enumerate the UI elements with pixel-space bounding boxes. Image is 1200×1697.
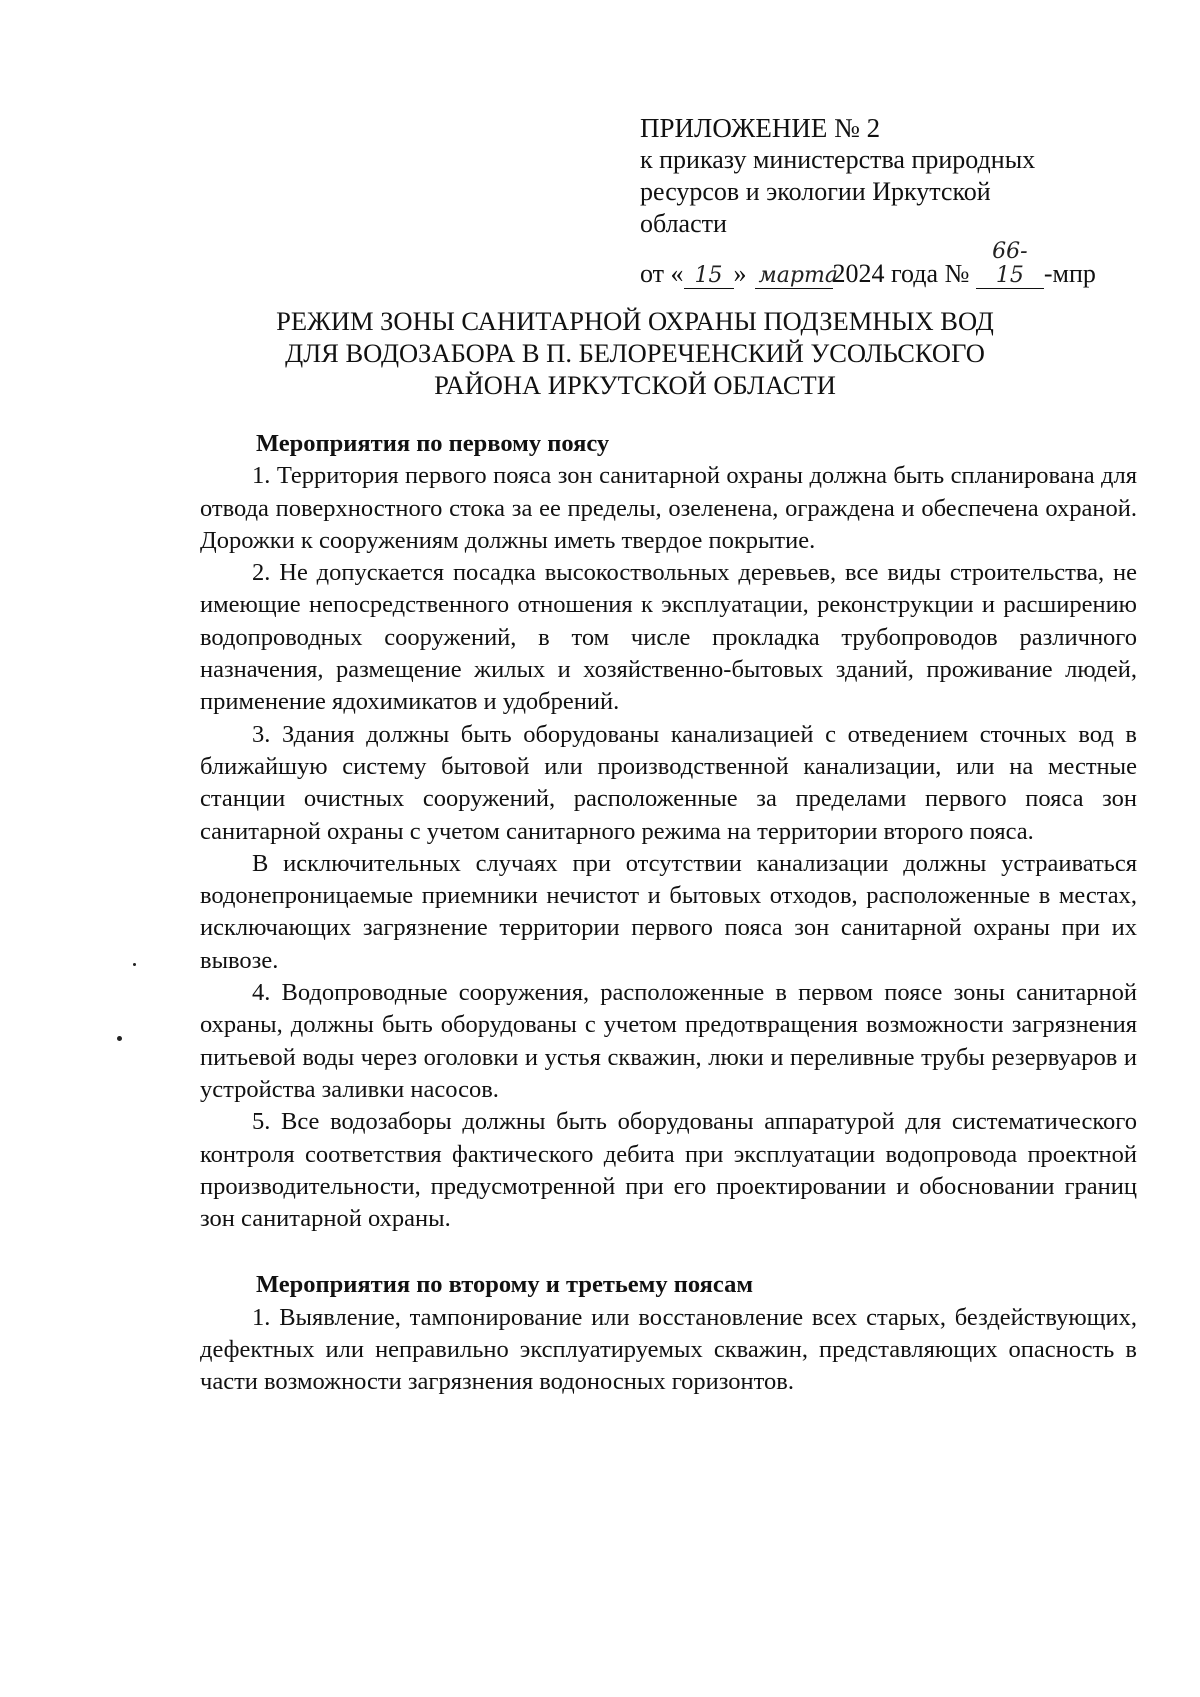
scan-speck — [117, 1036, 122, 1041]
handwritten-order-number: 66-15 — [976, 240, 1044, 289]
appendix-line: ресурсов и экологии Иркутской — [640, 177, 991, 206]
date-prefix: от « — [640, 259, 684, 288]
paragraph: 1. Выявление, тампонирование или восстановление всех старых, бездействующих, дефектных или неправильно эксплуатируемых скважин, представляющих опасность в части возможности загрязнения водоносных горизонтов. — [200, 1303, 1137, 1396]
appendix-line: области — [640, 209, 727, 238]
title-line: РАЙОНА ИРКУТСКОЙ ОБЛАСТИ — [434, 370, 836, 400]
section-heading-second-third-belts: Мероприятия по второму и третьему поясам — [256, 1271, 754, 1299]
appendix-title: ПРИЛОЖЕНИЕ № 2 — [640, 113, 881, 143]
date-year: 2024 года № — [832, 259, 970, 288]
appendix-date-line — [640, 240, 1120, 290]
date-mid: » — [733, 259, 747, 288]
paragraph: 3. Здания должны быть оборудованы канализацией с отведением сточных вод в ближайшую систему бытовой или производственной канализации, или на местные станции очистных сооружений, расположенные за пределами первого пояса зон санитарной охраны с учетом санитарного режима на территории второго пояса. — [200, 720, 1137, 845]
scan-speck — [133, 963, 136, 966]
paragraph: 1. Территория первого пояса зон санитарной охраны должна быть спланирована для отвода поверхностного стока за ее пределы, озеленена, ограждена и обеспечена охраной. Дорожки к сооружениям должны иметь твердое покрытие. — [200, 462, 1137, 554]
paragraph: 5. Все водозаборы должны быть оборудованы аппаратурой для систематического контроля соответствия фактического дебита при эксплуатации водопровода проектной производительности, предусмотренной при его проектировании и обосновании границ зон санитарной охраны. — [200, 1108, 1137, 1233]
document-title — [200, 305, 1070, 401]
handwritten-month: марта — [755, 264, 833, 289]
paragraph: 4. Водопроводные сооружения, расположенные в первом поясе зоны санитарной охраны, должны быть оборудованы с учетом предотвращения возможности загрязнения питьевой воды через оголовки и устья скважин, люки и переливные трубы резервуаров и устройства заливки насосов. — [200, 979, 1137, 1103]
paragraph: 2. Не допускается посадка высокоствольных деревьев, все виды строительства, не имеющие непосредственного отношения к эксплуатации, реконструкции и расширению водопроводных сооружений, в том числе прокладка трубопроводов различного назначения, размещение жилых и хозяйственно-бытовых зданий, проживание людей, применение ядохимикатов и удобрений. — [200, 559, 1137, 716]
order-suffix: -мпр — [1043, 259, 1096, 288]
appendix-line: к приказу министерства природных — [640, 145, 1036, 174]
section-spacer — [200, 1235, 1137, 1269]
section-heading-first-belt: Мероприятия по первому поясу — [256, 430, 610, 457]
document-body — [200, 428, 1137, 1399]
handwritten-day: 15 — [684, 264, 734, 289]
appendix-block — [640, 112, 1120, 290]
paragraph: В исключительных случаях при отсутствии канализации должны устраиваться водонепроницаемые приемники нечистот и бытовых отходов, расположенные в местах, исключающих загрязнение территории первого пояса зон санитарной охраны при их вывозе. — [200, 849, 1137, 974]
title-line: РЕЖИМ ЗОНЫ САНИТАРНОЙ ОХРАНЫ ПОДЗЕМНЫХ ВОД — [276, 306, 994, 336]
title-line: ДЛЯ ВОДОЗАБОРА В П. БЕЛОРЕЧЕНСКИЙ УСОЛЬСКОГО — [285, 338, 985, 368]
